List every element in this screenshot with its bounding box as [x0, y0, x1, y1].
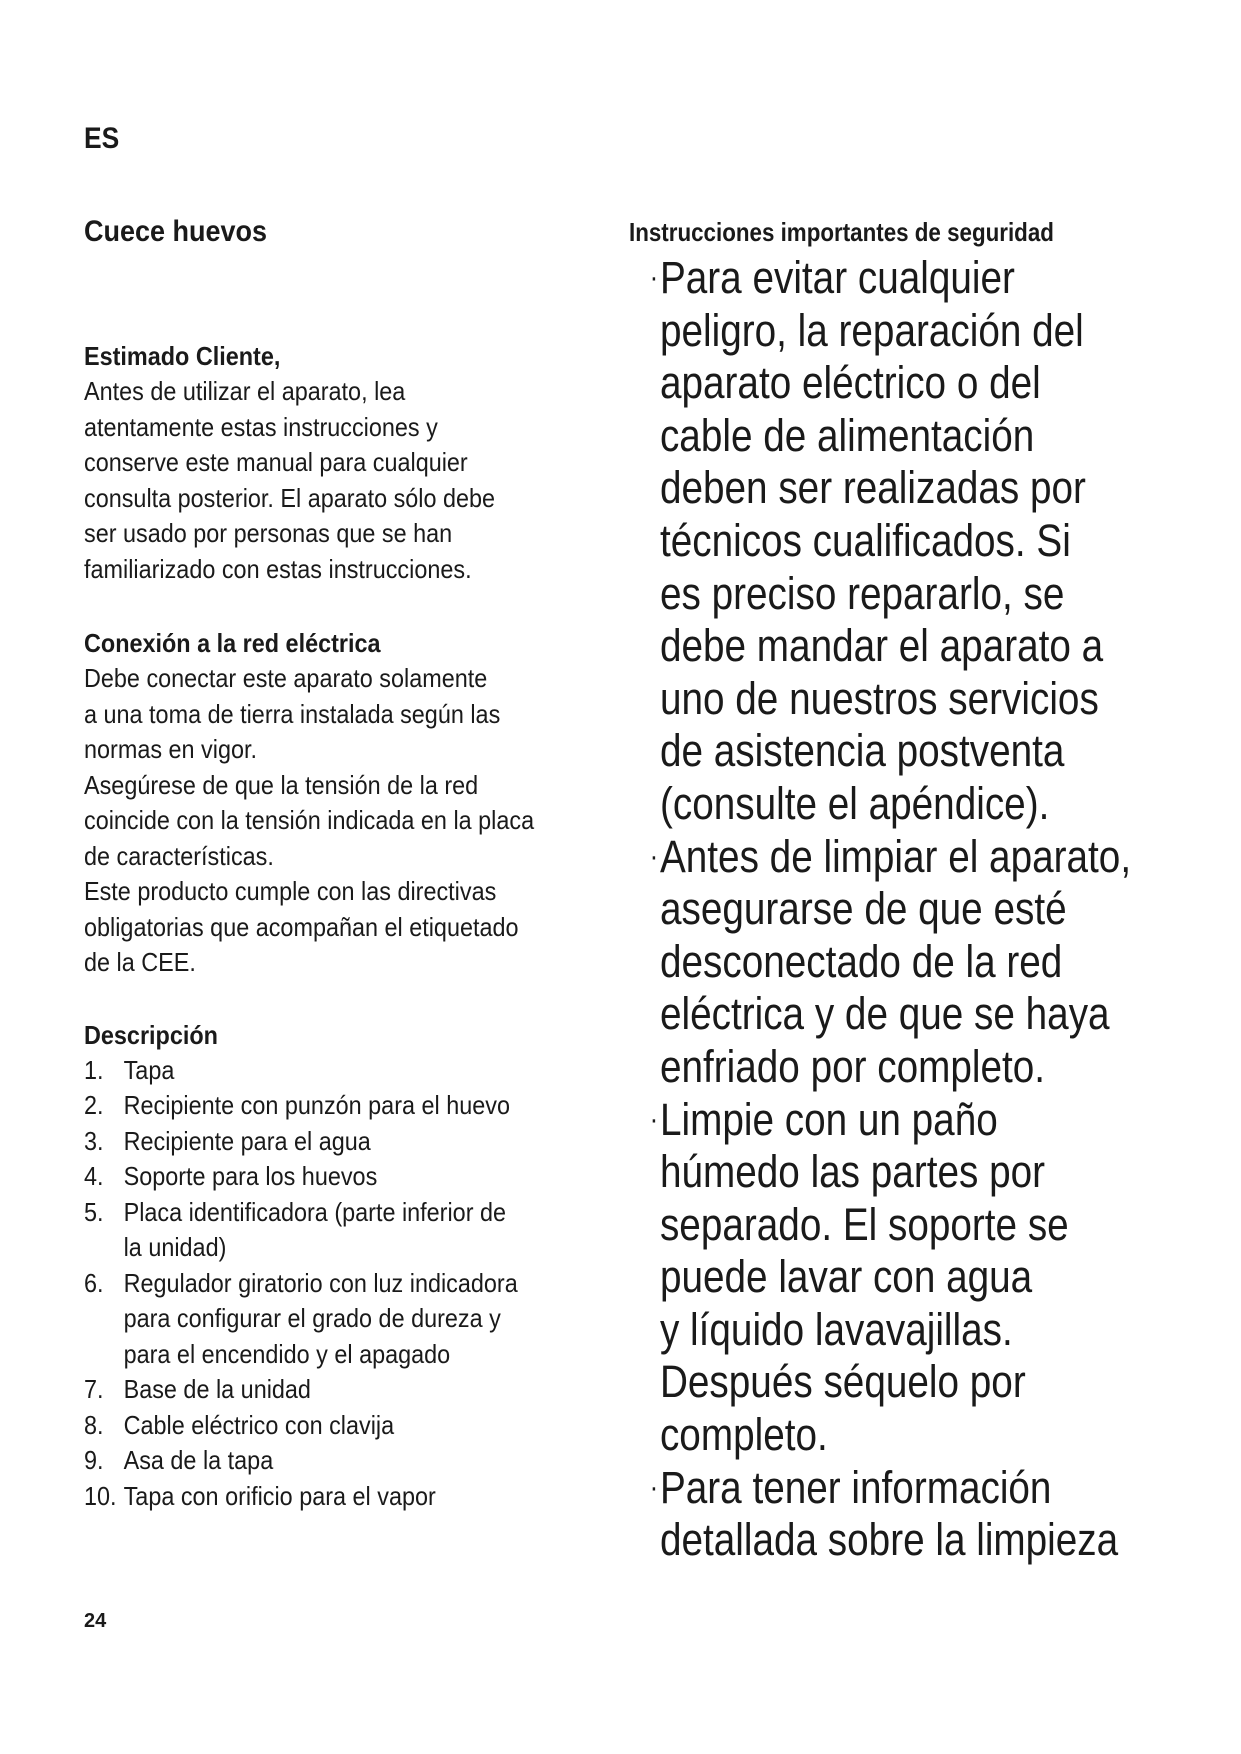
left-column [84, 212, 644, 1514]
item-number: 4. [84, 1161, 104, 1191]
list-item [629, 831, 1241, 1094]
item-number: 9. [84, 1445, 104, 1475]
list-item [84, 1159, 660, 1195]
item-text: Recipiente con punzón para el huevo [123, 1090, 510, 1120]
item-text: Soporte para los huevos [123, 1161, 378, 1191]
item-text: Asa de la tapa [123, 1445, 274, 1475]
safety-item-text: Antes de limpiar el aparato, asegurarse de que esté desconectado de la red eléctrica y de que se haya enfriado por completo. [659, 830, 1132, 1092]
item-number: 2. [84, 1090, 104, 1120]
list-item [84, 1124, 660, 1160]
safety-item-text: Limpie con un paño húmedo las partes por separado. El soporte se puede lavar con agua y líquido lavavajillas. Después séquelo por completo. [659, 1093, 1069, 1461]
page-number: 24 [84, 1610, 107, 1632]
item-text: Placa identificadora (parte inferior de la unidad) [123, 1196, 507, 1262]
bullet-icon: · [649, 1470, 659, 1504]
right-column [629, 214, 1229, 1567]
safety-list [629, 252, 1229, 1567]
connection-body: Debe conectar este aparato solamente a una toma de tierra instalada según las normas en vigor. Asegúrese de que la tensión de la red coincide con la tensión indicada en la placa de características. Este producto cumple con las directivas obligatorias que acompañan el etiquetado de la CEE. [84, 663, 535, 977]
safety-heading: Instrucciones importantes de seguridad [629, 217, 1054, 247]
item-number: 3. [84, 1125, 104, 1156]
list-item [84, 1443, 660, 1479]
item-text: Tapa [123, 1054, 175, 1085]
list-item [84, 1053, 660, 1089]
list-item [84, 1408, 660, 1444]
item-text: Recipiente para el agua [123, 1125, 371, 1156]
list-item [629, 252, 1241, 831]
list-item [84, 1195, 660, 1266]
item-text: Regulador giratorio con luz indicadora para configurar el grado de dureza y para el encendido y el apagado [123, 1267, 518, 1369]
greeting-body: Antes de utilizar el aparato, lea atentamente estas instrucciones y conserve este manual para cualquier consulta posterior. El aparato sólo debe ser usado por personas que se han familiarizado con estas instrucciones. [84, 376, 496, 584]
page-title: Cuece huevos [84, 215, 268, 248]
description-heading: Descripción [84, 1019, 218, 1050]
item-number: 8. [84, 1409, 104, 1440]
item-text: Cable eléctrico con clavija [123, 1409, 395, 1440]
list-item [84, 1266, 660, 1373]
item-number: 5. [84, 1196, 104, 1227]
bullet-icon: · [649, 1102, 659, 1136]
list-item [629, 1462, 1241, 1567]
list-item [84, 1088, 660, 1124]
safety-item-text: Para evitar cualquier peligro, la reparación del aparato eléctrico o del cable de alimentación deben ser realizadas por técnicos cualificados. Si es preciso repararlo, se debe mandar el aparato a uno de nuestros servicios de asistencia postventa (consulte el apéndice). [659, 252, 1104, 829]
list-item [629, 1094, 1241, 1462]
item-text: Tapa con orificio para el vapor [123, 1480, 436, 1511]
connection-heading: Conexión a la red eléctrica [84, 628, 381, 658]
item-number: 10. [84, 1480, 117, 1511]
item-number: 1. [84, 1054, 104, 1085]
item-text: Base de la unidad [123, 1374, 311, 1404]
greeting-heading: Estimado Cliente, [84, 341, 281, 371]
language-code: ES [84, 122, 120, 155]
safety-item-text: Para tener información detallada sobre la limpieza [659, 1461, 1119, 1566]
list-item [84, 1479, 660, 1515]
list-item [84, 1372, 660, 1408]
item-number: 6. [84, 1267, 104, 1298]
item-number: 7. [84, 1374, 104, 1404]
bullet-icon: · [649, 261, 659, 294]
description-list [84, 1053, 660, 1515]
bullet-icon: · [649, 839, 659, 873]
